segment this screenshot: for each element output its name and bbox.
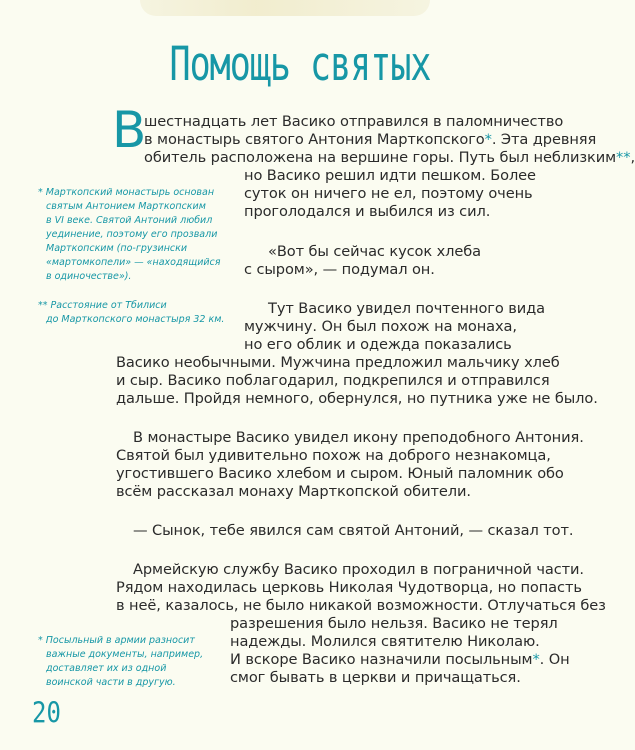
text-line: в монастырь святого Антония Марткопского*. Эта древняя [144, 131, 597, 148]
footnote-line: до Марткопского монастыря 32 км. [46, 314, 225, 325]
footnote-line: ** Расстояние от Тбилиси [38, 300, 167, 311]
footnote-line: в VI веке. Святой Антоний любил [46, 215, 213, 226]
text-line: обитель расположена на вершине горы. Путь был неблизким**, [144, 149, 635, 166]
footnote-mark[interactable]: * [532, 651, 540, 668]
footnote-mark[interactable]: * [484, 131, 492, 148]
footnote-line: важные документы, например, [46, 649, 204, 660]
drop-cap: В [112, 101, 147, 159]
text-line: «Вот бы сейчас кусок хлеба [268, 243, 482, 260]
text-line: Рядом находилась церковь Николая Чудотворца, но попасть [116, 579, 582, 596]
text-line: суток он ничего не ел, поэтому очень [244, 185, 533, 202]
text-line: — Сынок, тебе явился сам святой Антоний, — сказал тот. [133, 522, 574, 539]
text-line: Васико необычными. Мужчина предложил мальчику хлеб [116, 354, 560, 371]
text-line: Армейскую службу Васико проходил в пограничной части. [133, 561, 584, 578]
text-line: Святой был удивительно похож на доброго незнакомца, [116, 447, 551, 464]
text-line: но его облик и одежда показались [244, 336, 512, 353]
text-line: мужчину. Он был похож на монаха, [244, 318, 517, 335]
page-title: Помощь святых [169, 38, 431, 92]
text-line: и сыр. Васико поблагодарил, подкрепился и отправился [116, 372, 550, 389]
footnote-line: * Посыльный в армии разносит [38, 635, 195, 646]
footnote-line: * Марткопский монастырь основан [38, 187, 215, 198]
page-number: 20 [32, 696, 61, 730]
text-line: шестнадцать лет Васико отправился в паломничество [144, 113, 564, 130]
text-line: И вскоре Васико назначили посыльным*. Он [230, 651, 570, 668]
text-line: проголодался и выбился из сил. [244, 203, 491, 220]
footnote-line: святым Антонием Марткопским [46, 201, 206, 212]
footnote-line: воинской части в другую. [46, 677, 176, 688]
top-decoration [140, 0, 430, 16]
footnote-line: в одиночестве»). [46, 271, 132, 282]
text-line: надежды. Молился святителю Николаю. [230, 633, 540, 650]
text-line: с сыром», — подумал он. [244, 261, 435, 278]
text-line: но Васико решил идти пешком. Более [244, 167, 536, 184]
text-line: дальше. Пройдя немного, обернулся, но путника уже не было. [116, 390, 598, 407]
footnote-line: уединение, поэтому его прозвали [46, 229, 218, 240]
footnote-mark[interactable]: ** [616, 149, 631, 166]
text-line: всём рассказал монаху Марткопской обители. [116, 483, 471, 500]
text-line: угостившего Васико хлебом и сыром. Юный паломник обо [116, 465, 564, 482]
footnote-line: доставляет их из одной [46, 663, 167, 674]
text-line: В монастыре Васико увидел икону преподобного Антония. [133, 429, 584, 446]
text-line: Тут Васико увидел почтенного вида [268, 300, 545, 317]
text-line: смог бывать в церкви и причащаться. [230, 669, 521, 686]
text-line: в неё, казалось, не было никакой возможности. Отлучаться без [116, 597, 606, 614]
footnote-line: Марткопским (по-грузински [46, 243, 188, 254]
footnote-line: «мартомкопели» — «находящийся [46, 257, 221, 268]
text-line: разрешения было нельзя. Васико не терял [230, 615, 558, 632]
